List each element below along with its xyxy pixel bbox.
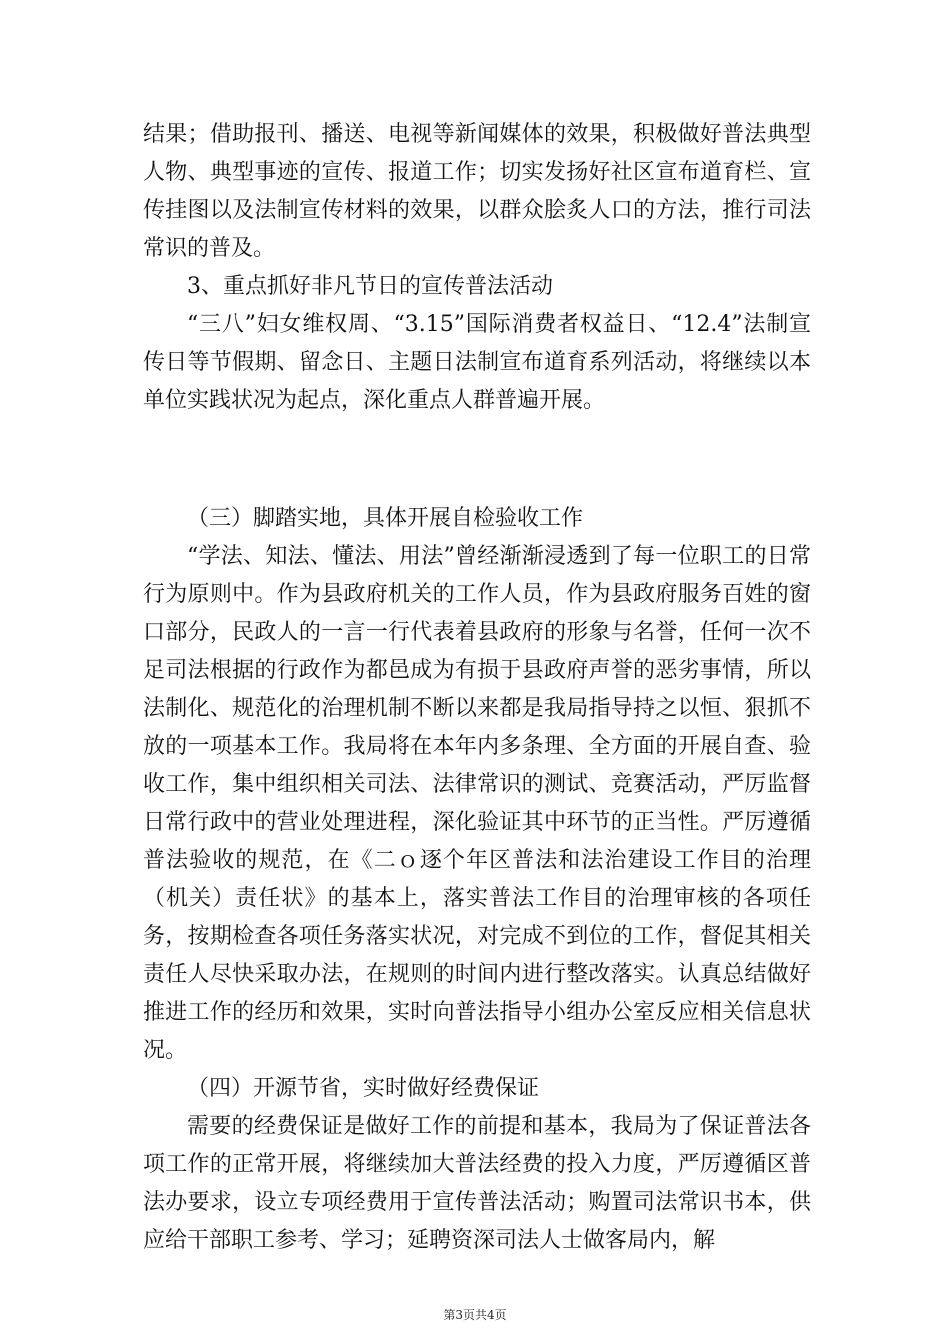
paragraph-funding: 需要的经费保证是做好工作的前提和基本，我局为了保证普法各项工作的正常开展，将继续加大普法经费的投入力度，严厉遵循区普法办要求，设立专项经费用于宣传普法活动；购置司法常识书本，供应给干部职工参考、学习；延聘资深司法人士做客局内，解 — [143, 1114, 811, 1253]
paragraph-holiday-activities: “三八”妇女维权周、“3.15”国际消费者权益日、“12.4”法制宣传日等节假期、留念日、主题日法制宣布道育系列活动，将继续以本单位实践状况为起点，深化重点人群普遍开展。 — [143, 312, 811, 413]
section-heading-funding: （四）开源节省，实时做好经费保证 — [187, 1076, 540, 1101]
document-body — [143, 116, 811, 1260]
page-number-footer: 第3页共4页 — [443, 1308, 507, 1322]
subheading-special-holidays: 3、重点抓好非凡节日的宣传普法活动 — [187, 274, 553, 299]
section-heading-self-inspection: （三）脚踏实地，具体开展自检验收工作 — [187, 506, 584, 531]
paragraph-publicity-results: 结果；借助报刊、播送、电视等新闻媒体的效果，积极做好普法典型人物、典型事迹的宣传、报道工作；切实发扬好社区宣布道育栏、宣传挂图以及法制宣传材料的效果，以群众脍炙人口的方法，推行司法常识的普及。 — [143, 122, 811, 261]
section-spacer — [143, 420, 811, 500]
paragraph-self-inspection: “学法、知法、懂法、用法”曾经渐渐浸透到了每一位职工的日常行为原则中。作为县政府机关的工作人员，作为县政府服务百姓的窗口部分，民政人的一言一行代表着县政府的形象与名誉，任何一次不足司法根据的行政作为都邑成为有损于县政府声誉的恶劣事情，所以法制化、规范化的治理机制不断以来都是我局指导持之以恒、狠抓不放的一项基本工作。我局将在本年内多条理、全方面的开展自查、验收工作，集中组织相关司法、法律常识的测试、竞赛活动，严厉监督日常行政中的营业处理进程，深化验证其中环节的正当性。严厉遵循普法验收的规范，在《二ｏ逐个年区普法和法治建设工作目的治理（机关）责任状》的基本上，落实普法工作目的治理审核的各项任务，按期检查各项任务落实状况，对完成不到位的工作，督促其相关责任人尽快采取办法，在规则的时间内进行整改落实。认真总结做好推进工作的经历和效果，实时向普法指导小组办公室反应相关信息状况。 — [143, 544, 811, 1063]
